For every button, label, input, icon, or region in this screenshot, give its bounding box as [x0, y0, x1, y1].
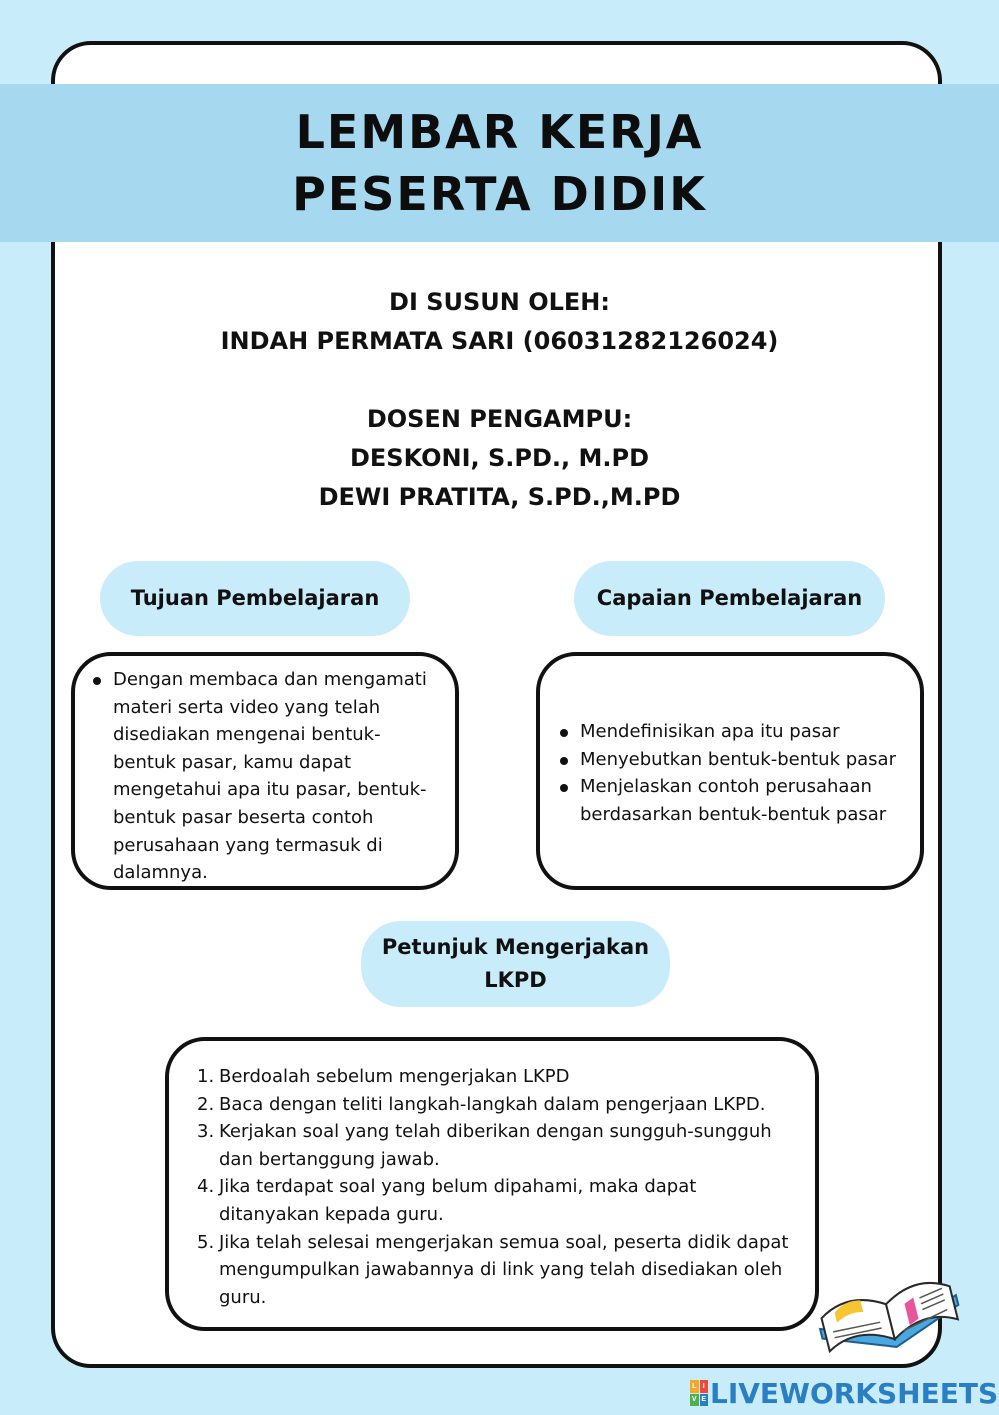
- compiled-by-label: DI SUSUN OLEH:: [389, 288, 610, 316]
- step-text: Baca dengan teliti langkah-langkah dalam pengerjaan LKPD.: [219, 1093, 766, 1115]
- tujuan-heading: [100, 561, 410, 636]
- watermark-text: LIVEWORKSHEETS: [710, 1376, 999, 1410]
- petunjuk-heading: [361, 921, 670, 1007]
- step-number: 1.: [197, 1066, 215, 1087]
- tujuan-box: [71, 652, 459, 890]
- tujuan-heading-text: Tujuan Pembelajaran: [130, 586, 380, 610]
- petunjuk-box: [165, 1037, 819, 1331]
- open-book-icon: [808, 1242, 968, 1382]
- list-item: Menjelaskan contoh perusahaan berdasarkan bentuk-bentuk pasar: [554, 773, 910, 828]
- capaian-heading: [574, 561, 885, 636]
- author-name: INDAH PERMATA SARI (06031282126024): [220, 327, 779, 355]
- petunjuk-steps: [197, 1063, 799, 1311]
- capaian-list: [554, 718, 910, 828]
- list-item: Dengan membaca dan mengamati materi serta video yang telah disediakan mengenai bentuk-bentuk pasar, kamu dapat mengetahui apa itu pasar, bentuk-bentuk pasar beserta contoh perusahaan yang termasuk di dalamnya.: [87, 666, 441, 887]
- step-item: [197, 1229, 799, 1312]
- list-item: Mendefinisikan apa itu pasar: [554, 718, 910, 746]
- title-line-1: LEMBAR KERJA: [295, 105, 704, 159]
- lecturer-2: DEWI PRATITA, S.PD.,M.PD: [318, 483, 681, 511]
- logo-letter: L: [690, 1380, 699, 1393]
- step-text: Jika telah selesai mengerjakan semua soal, peserta didik dapat mengumpulkan jawabannya di link yang telah disediakan oleh guru.: [219, 1231, 789, 1308]
- lecturer-1: DESKONI, S.PD., M.PD: [349, 444, 650, 472]
- lecturer-label: DOSEN PENGAMPU:: [366, 405, 633, 433]
- title-line-2: PESERTA DIDIK: [292, 167, 707, 221]
- capaian-box: [536, 652, 924, 890]
- logo-letter: I: [700, 1380, 709, 1393]
- step-item: [197, 1063, 799, 1091]
- authors-block: [0, 283, 999, 517]
- liveworksheets-logo-icon: [690, 1380, 708, 1406]
- tujuan-list: [87, 666, 441, 887]
- step-number: 3.: [197, 1121, 215, 1143]
- step-text: Jika terdapat soal yang belum dipahami, maka dapat ditanyakan kepada guru.: [219, 1176, 697, 1225]
- logo-letter: E: [700, 1394, 709, 1407]
- step-text: Kerjakan soal yang telah diberikan dengan sungguh-sungguh dan bertanggung jawab.: [219, 1121, 772, 1170]
- step-text: Berdoalah sebelum mengerjakan LKPD: [219, 1066, 570, 1087]
- step-number: 4.: [197, 1176, 215, 1198]
- step-number: 2.: [197, 1093, 215, 1115]
- logo-letter: V: [690, 1394, 699, 1407]
- spacer: [0, 361, 999, 400]
- step-number: 5.: [197, 1231, 215, 1253]
- petunjuk-heading-line-2: LKPD: [484, 968, 547, 992]
- title-banner: [0, 84, 999, 242]
- step-item: [197, 1173, 799, 1228]
- step-item: [197, 1118, 799, 1173]
- list-item: Menyebutkan bentuk-bentuk pasar: [554, 746, 910, 774]
- liveworksheets-watermark: [690, 1373, 998, 1413]
- petunjuk-heading-line-1: Petunjuk Mengerjakan: [381, 935, 650, 959]
- capaian-heading-text: Capaian Pembelajaran: [596, 586, 863, 610]
- step-item: [197, 1091, 799, 1119]
